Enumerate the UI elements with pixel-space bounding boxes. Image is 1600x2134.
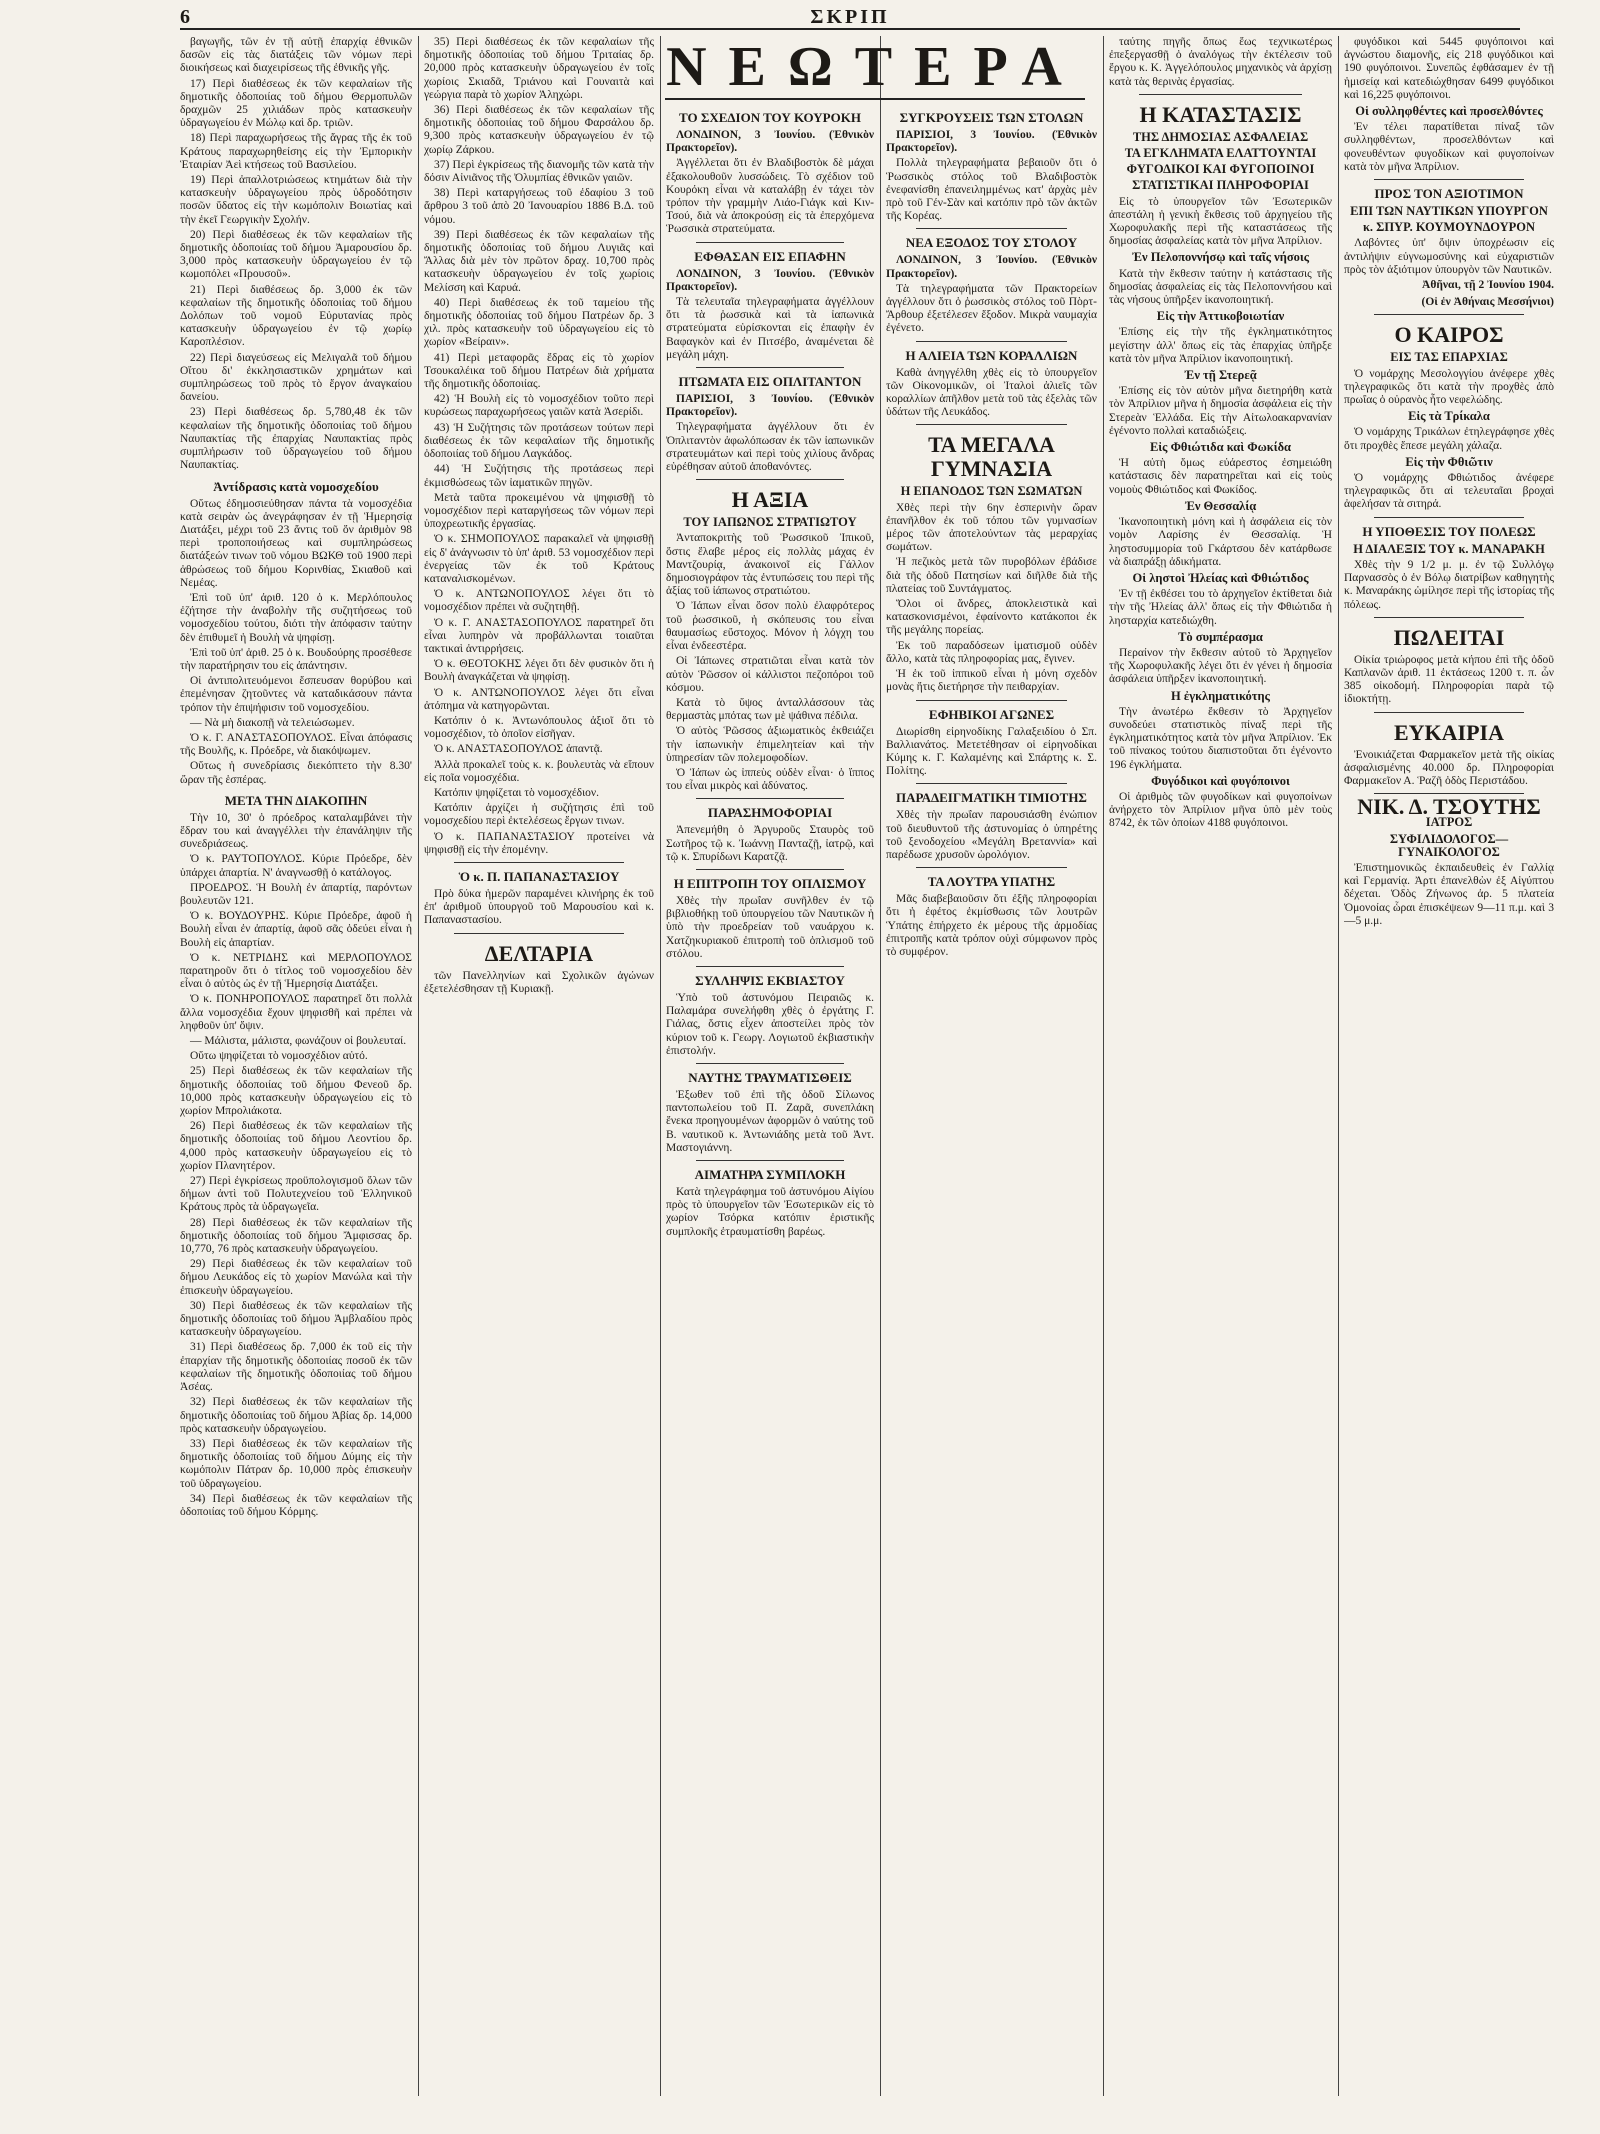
article-paragraph: Ὁ νομάρχης Τρικάλων ἐτηλεγράφησε χθὲς ὅτι προχθὲς ἔπεσε μεγάλη χάλαζα. [1344, 426, 1554, 452]
article-paragraph: Μᾶς διαβεβαιοῦσιν ὅτι ἐξῆς πληροφορίαι ὅτι ἡ ἐφέτος ἐκμίσθωσις τῶν λουτρῶν Ὑπάτης ἐπήρχετο ἐκ μέρους τῆς ἀρμοδίας ἐπιτροπῆς κατὰ τρόπον οὐχὶ σύμφωνον πρὸς τὸ συμφέρον. [886, 893, 1097, 958]
article-heading: ΑΙΜΑΤΗΡΑ ΣΥΜΠΛΟΚΗ [694, 1166, 846, 1182]
article-paragraph: Ἐπίσης εἰς τὸν αὐτὸν μῆνα διετηρήθη κατὰ τὸν Ἀπρίλιον μῆνα ἡ δημοσία ἀσφάλεια εἰς τὴν Στερεὰν Ἑλλάδα. Εἰς τὴν Αἰτωλοακαρνανίαν ἐγένοντο πολλαὶ καταδιώξεις. [1109, 385, 1332, 437]
article-heading: ΤΟ ΣΧΕΔΙΟΝ ΤΟΥ ΚΟΥΡΟΚΗ [679, 110, 861, 125]
article-paragraph: Κατὰ τηλεγράφημα τοῦ ἀστυνόμου Αἰγίου πρὸς τὸ ὑπουργεῖον τῶν Ἐσωτερικῶν εἰς τὸ χωρίον Τσόρκα κατόπιν ἐριστικῆς συμπλοκῆς ἐτραυματίσθη βαρέως. [666, 1185, 874, 1238]
divider [916, 424, 1067, 425]
article-paragraph: Ὁ κ. ΣΗΜΟΠΟΥΛΟΣ παρακαλεῖ νὰ ψηφισθῇ εἰς δ' ἀνάγνωσιν τὸ ὑπ' ἀριθ. 53 νομοσχέδιον περὶ ἐνεργείας τῶν ἐκ τοῦ Κράτους καταναλισκομένων. [424, 533, 654, 585]
article-paragraph: Κατὰ τὸ ὕψος ἀνταλλάσσουν τὰς θερμαστὰς μπότας των μὲ ψάθινα πέδιλα. [666, 696, 874, 723]
article-subheading: Η ἐγκληματικότης [1171, 688, 1270, 703]
article-paragraph: Ὁ κ. Γ. ΑΝΑΣΤΑΣΟΠΟΥΛΟΣ παρατηρεῖ ὅτι εἶναι λυπηρὸν νὰ προβάλλωνται τοιαῦται τακτικαὶ ἀντιρρήσεις. [424, 616, 654, 655]
article-paragraph: 17) Περὶ διαθέσεως ἐκ τῶν κεφαλαίων τῆς δημοτικῆς ὁδοποιίας τοῦ δήμου Θερμοπυλῶν δραχμῶν 25 χιλιάδων πρὸς κατασκευὴν ὑδραγωγείου ἐν Μώλῳ καὶ δρ. τριῶν. [180, 77, 412, 130]
article-paragraph: Ὁ κ. Γ. ΑΝΑΣΤΑΣΟΠΟΥΛΟΣ. Εἶναι ἀπόφασις τῆς Βουλῆς, κ. Πρόεδρε, νὰ διακόψωμεν. [180, 731, 412, 758]
article-paragraph: Κατὰ τὴν ἔκθεσιν ταύτην ἡ κατάστασις τῆς δημοσίας ἀσφαλείας εἰς τὰς Πελοποννήσου καὶ τὰς νήσους ὑπῆρξεν ἱκανοποιητική. [1109, 267, 1332, 307]
article-subheading: ΤΑ ΕΓΚΛΗΜΑΤΑ ΕΛΑΤΤΟΥΝΤΑΙ [1124, 146, 1317, 161]
article-subheading: Οἱ συλληφθέντες καὶ προσελθόντες [1355, 104, 1543, 119]
article-paragraph: Ἀνταποκριτὴς τοῦ Ῥωσσικοῦ Ἰπικοῦ, ὅστις ἔλαβε μέρος εἰς πολλὰς μάχας ἐν Μαντζουρίᾳ, ἀνακοινοῖ εἰς Γάλλον δημοσιογράφον τὰς ἐντυπώσεις του περὶ τῆς ἀξίας τοῦ ἰάπωνος στρατιώτου. [666, 532, 874, 598]
article-paragraph: Οὕτως ἐδημοσιεύθησαν πάντα τὰ νομοσχέδια κατὰ σειρὰν ὡς ἀνεγράφησαν ἐν τῇ Ἡμερησίᾳ Διατάξει, μέχρι τοῦ 23 ἄντις τοῦ ὅν ἀριθμὸν 98 περὶ τροποποιήσεως καὶ συμπληρώσεως διατάξεών τινων τοῦ νόμου ΒΩΚΘ τοῦ 1900 περὶ ἀθρώσεως τοῦ δήμου Κορινθίας, Σκιαθοῦ καὶ Νεμέας. [180, 497, 412, 589]
column-rule [660, 36, 661, 2096]
article-paragraph: — Νὰ μὴ διακοπῇ νὰ τελειώσωμεν. [190, 716, 355, 729]
article-subheading: Εἰς τὴν Ἀττικοβοιωτίαν [1156, 309, 1285, 324]
article-subheading: Ἐν Πελοποννήσῳ καὶ ταῖς νήσοις [1131, 250, 1310, 265]
article-paragraph: Οἱ ἀριθμὸς τῶν φυγοδίκων καὶ φυγοποίνων ἀνήρχετο τὸν Ἀπρίλιον μῆνα ὑπὸ μὲν τοὺς 8742, ἐκ τῶν ὁποίων 4188 φυγόποινοι. [1109, 790, 1332, 830]
article-paragraph: Ἐπίσης εἰς τὴν τῆς ἐγκληματικότητος μεγίστην ἀλλ' ὅπως εἰς τὰς ἐπαρχίας ὑπῆρξε κατὰ τὸν μῆνα Ἀπρίλιον ἱκανοποιητική. [1109, 326, 1332, 365]
article-heading: Η ΥΠΟΘΕΣΙΣ ΤΟΥ ΠΟΛΕΩΣ [1362, 523, 1536, 539]
article-paragraph: Κατόπιν ἀρχίζει ἡ συζήτησις ἐπὶ τοῦ νομοσχεδίου περὶ ἐκτελέσεως ἔργων τινων. [424, 802, 654, 828]
article-paragraph: Καθὰ ἀνηγγέλθη χθὲς εἰς τὸ ὑπουργεῖον τῶν Οἰκονομικῶν, οἱ Ἰταλοὶ ἁλιεῖς τῶν κοραλλίων ἀπῆλθον μετὰ τοῦ τὰς ἐξελὰς τῶν ὑδάτων τῆς Λευκάδος. [886, 366, 1097, 419]
article-heading: ΣΥΓΚΡΟΥΣΕΙΣ ΤΩΝ ΣΤΟΛΩΝ [899, 110, 1084, 125]
article-subheading: Εἰς τὰ Τρίκαλα [1408, 409, 1490, 424]
article-paragraph: 18) Περὶ παραχωρήσεως τῆς ἄγρας τῆς ἐκ τοῦ Κράτους παραχωρηθείσης εἰς τὴν Ἐμπορικὴν Ἑταιρίαν Ἀεὶ κτήσεως τοῦ Βασιλείου. [180, 132, 412, 171]
divider [696, 1160, 844, 1161]
article-paragraph: Ὁ κ. ΡΑΥΤΟΠΟΥΛΟΣ. Κύριε Πρόεδρε, δὲν ὑπάρχει ἀπαρτία. Ν' ἀναγνωσθῇ ὁ κατάλογος. [180, 853, 412, 879]
signature: (Οἱ ἐν Ἀθήναις Μεσσήνιοι) [1421, 296, 1554, 309]
article-paragraph: Ὁ κ. ΠΟΝΗΡΟΠΟΥΛΟΣ παρατηρεῖ ὅτι πολλὰ ἄλλα νομοσχέδια ἔχουν ψηφισθῆ καὶ πρέπει νὰ ληφθοῦν ὑπ' ὄψιν. [180, 993, 412, 1032]
column-rule [880, 36, 881, 2096]
article-paragraph: Ὁ κ. ΑΝΤΩΝΟΠΟΥΛΟΣ λέγει ὅτι τὸ νομοσχέδιον πρέπει νὰ συζητηθῇ. [424, 588, 654, 614]
column-2 [424, 36, 654, 2096]
article-paragraph: Διωρίσθη εἰρηνοδίκης Γαλαξειδίου ὁ Σπ. Βαλλιανάτος. Μετετέθησαν οἱ εἰρηνοδίκαι Κύμης κ. Γ. Καλαμένης καὶ Σπάρτης κ. Σ. Πολίτης. [886, 725, 1097, 778]
article-paragraph: Περαίνον τὴν ἔκθεσιν αὐτοῦ τὸ Ἀρχηγεῖον τῆς Χωροφυλακῆς λέγει ὅτι ἐν γένει ἡ δημοσία ἀσφάλεια ὑπῆρξεν ἱκανοποιητική. [1109, 646, 1332, 686]
article-heading: Η ΑΞΙΑ [731, 487, 809, 513]
article-paragraph: Ὁ κ. ΑΝΑΣΤΑΣΟΠΟΥΛΟΣ ἀπαντᾷ. [434, 743, 603, 756]
article-paragraph: Ὁ κ. ΒΟΥΔΟΥΡΗΣ. Κύριε Πρόεδρε, ἀφοῦ ἡ Βουλὴ εἶναι ἐν ἀπαρτίᾳ, ἀφοῦ σᾶς ὁδεύει εἶναι ἡ Βουλὴ εἰς ἀπαρτίαν. [180, 910, 412, 949]
divider [1374, 617, 1524, 618]
article-paragraph: Εἰς τὸ ὑπουργεῖον τῶν Ἐσωτερικῶν ἀπεστάλη ἡ γενικὴ ἔκθεσις τοῦ ἀρχηγείου τῆς Χωροφυλακῆς περὶ τῆς καταστάσεως τῆς δημοσίας ἀσφαλείας κατὰ τὸν μῆνα Ἀπρίλιον. [1109, 195, 1332, 248]
column-rule [1103, 36, 1104, 2096]
article-paragraph: — Μάλιστα, μάλιστα, φωνάζουν οἱ βουλευταί. [190, 1035, 407, 1048]
article-heading: Η ΕΠΙΤΡΟΠΗ ΤΟΥ ΟΠΛΙΣΜΟΥ [673, 875, 867, 891]
article-paragraph: 33) Περὶ διαθέσεως ἐκ τῶν κεφαλαίων τῆς δημοτικῆς ὁδοποιίας τοῦ δήμου Δύμης εἰς τὴν κωμόπολιν Πάτραν δρ. 10,000 πρὸς ἐπισκευὴν τοῦ ὑδραγωγείου. [180, 1437, 412, 1490]
section-heading: ΜΕΤΑ ΤΗΝ ΔΙΑΚΟΠΗΝ [224, 792, 368, 808]
article-paragraph: Ὁ κ. ΑΝΤΩΝΟΠΟΥΛΟΣ λέγει ὅτι εἶναι ἀτόπημα νὰ κατηγορῶνται. [424, 686, 654, 712]
article-heading: ΣΥΛΛΗΨΙΣ ΕΚΒΙΑΣΤΟΥ [695, 972, 845, 988]
article-subheading: ΕΠΙ ΤΩΝ ΝΑΥΤΙΚΩΝ ΥΠΟΥΡΓΟΝ [1350, 204, 1548, 219]
newspaper-name: ΣΚΡΙΠ [810, 6, 890, 28]
article-heading: Η ΚΑΤΑΣΤΑΣΙΣ [1139, 101, 1302, 127]
dateline: Ἀθῆναι, τῇ 2 Ἰουνίου 1904. [1422, 279, 1554, 292]
article-paragraph: 44) Ἡ Συζήτησις τῆς προτάσεως περὶ ἐκμισθώσεως τῶν ἰαματικῶν πηγῶν. [424, 463, 654, 489]
divider [1374, 712, 1524, 713]
article-paragraph: βαγωγῆς, τῶν ἐν τῇ αὐτῇ ἐπαρχίᾳ ἐθνικῶν δασῶν εἰς τὰς διατάξεις τῶν νόμων περὶ διοικήσεως καὶ διαχειρίσεως τῆς ἐθνικῆς γῆς. [180, 36, 412, 75]
article-paragraph: 34) Περὶ διαθέσεως ἐκ τῶν κεφαλαίων τῆς ὁδοποιίας τοῦ δήμου Κόρμης. [180, 1492, 412, 1518]
article-paragraph: Ἐνοικιάζεται Φαρμακεῖον μετὰ τῆς οἰκίας ἀσφαλισμένης 40.000 δρ. Πληροφορίαι Φαρμακεῖον Α. Ῥαζῆ ὁδὸς Περιστάδου. [1344, 748, 1554, 787]
page-number: 6 [180, 6, 190, 28]
article-paragraph: Ἱκανοποιητικὴ μόνη καὶ ἡ ἀσφάλεια εἰς τὸν νομὸν Λαρίσης ἐν Θεσσαλίᾳ. Ἡ ληστοσυμμορία τοῦ Γκάρτσου δὲν κατάρθωσε νὰ διαπράξῃ ἀδικήματα. [1109, 516, 1332, 568]
article-subheading: ΤΟΥ ΙΑΠΩΝΟΣ ΣΤΡΑΤΙΩΤΟΥ [683, 515, 857, 530]
column-3 [666, 104, 874, 2094]
dateline: ΠΑΡΙΣΙΟΙ, 3 Ἰουνίου. (Ἐθνικὸν Πρακτορεῖον). [666, 393, 874, 419]
dateline: ΛΟΝΔΙΝΟΝ, 3 Ἰουνίου. (Ἐθνικὸν Πρακτορεῖον). [886, 254, 1097, 280]
article-subheading: Η ΕΠΑΝΟΔΟΣ ΤΩΝ ΣΩΜΑΤΩΝ [900, 484, 1083, 499]
article-paragraph: Πολλὰ τηλεγραφήματα βεβαιοῦν ὅτι ὁ Ῥωσσικὸς στόλος τοῦ Βλαδιβοστὸκ ἐνεφανίσθη ἐπανειλημμένως κατ' ἀρχὰς μὲν πρὸ τοῦ Γέν-Σὰν καὶ κατόπιν πρὸ τῶν ἀκτῶν τῆς Κορέας. [886, 157, 1097, 223]
article-heading: ΠΑΡΑΔΕΙΓΜΑΤΙΚΗ ΤΙΜΙΟΤΗΣ [896, 790, 1087, 806]
article-paragraph: 26) Περὶ διαθέσεως ἐκ τῶν κεφαλαίων τῆς δημοτικῆς ὁδοποιίας τοῦ δήμου Λεοντίου δρ. 4,000 πρὸς κατασκευὴν ὑδραγωγείου εἰς τὸ χωρίον Πλανητέρον. [180, 1120, 412, 1172]
article-subheading: Η ΔΙΑΛΕΞΙΣ ΤΟΥ κ. ΜΑΝΑΡΑΚΗ [1353, 541, 1545, 556]
article-paragraph: 42) Ἡ Βουλὴ εἰς τὸ νομοσχέδιον τοῦτο περὶ κυρώσεως παραχωρήσεως γαιῶν κατὰ Ἀσερίδι. [424, 393, 654, 419]
section-title: ΝΕΩΤΕΡΑ [666, 36, 1084, 98]
article-subheading: Φυγόδικοι καὶ φυγόποινοι [1151, 773, 1290, 788]
article-paragraph: Ὅλοι οἱ ἄνδρες, ἀποκλειστικὰ καὶ κατασκονισμένοι, ἐφαίνοντο κατάκοποι ἐκ τῆς μεγάλης πορείας. [886, 598, 1097, 637]
dateline: ΛΟΝΔΙΝΟΝ, 3 Ἰουνίου. (Ἐθνικὸν Πρακτορεῖον). [666, 267, 874, 293]
column-4 [886, 104, 1097, 2094]
article-paragraph: Τὴν ἀνωτέρω ἔκθεσιν τὸ Ἀρχηγεῖον συνοδεύει στατιστικὸς πίναξ περὶ τῆς ἐγκληματικότητος κατὰ τὸν μῆνα Ἀπρίλιον. Ἐκ τοῦ πίνακος τούτου διαπιστοῦται ὅτι ἐγένοντο 196 ἐγκλήματα. [1109, 705, 1332, 771]
article-subheading: Ἐν Θεσσαλίᾳ [1184, 498, 1257, 513]
article-paragraph: Ἀπενεμήθη ὁ Ἀργυροῦς Σταυρὸς τοῦ Σωτῆρος τῷ κ. Ἰωάννῃ Πανταζῇ, ἰατρῷ, καὶ τῷ κ. Σπυρίδωνι Καρατζᾷ. [666, 824, 874, 863]
article-heading: ΝΑΥΤΗΣ ΤΡΑΥΜΑΤΙΣΘΕΙΣ [688, 1069, 852, 1085]
article-paragraph: Λαβόντες ὑπ' ὄψιν ὑποχρέωσιν εἰς ἀντιλήψιν εὐγνωμοσύνης καὶ εὐχαριστιῶν πρὸς τὸν ἀξιότιμον ὑπουργὸν τῶν Ναυτικῶν. [1344, 237, 1554, 276]
article-paragraph: Ἐπὶ τοῦ ὑπ' ἀριθ. 25 ὁ κ. Βουδούρης προσέθεσε τὴν παρατήρησιν του εἰς ἀπάντησιν. [180, 646, 412, 672]
article-paragraph: 22) Περὶ διαγεύσεως εἰς Μελιγαλᾶ τοῦ δήμου Οἴτου δι' ἐκκλησιαστικῶν χρημάτων καὶ συμπληρώσεως τοῦ πρὸς τὸ ἔργον ἀναγκαίου δανείου. [180, 351, 412, 404]
article-paragraph: ΠΡΟΕΔΡΟΣ. Ἡ Βουλὴ ἐν ἀπαρτίᾳ, παρόντων βουλευτῶν 121. [180, 881, 412, 907]
divider [1139, 94, 1302, 95]
article-paragraph: 39) Περὶ διαθέσεως ἐκ τῶν κεφαλαίων τῆς δημοτικῆς ὁδοποιίας τοῦ δήμου Λυγιᾶς καὶ Ἄλλας διὰ μὲν τὸν πρῶτον δραχ. 10,700 πρὸς κατασκευὴν ὑδραγωγείου ἐν τοῖς χωρίοις Μελίσση καὶ Καρυά. [424, 228, 654, 294]
divider [696, 479, 844, 480]
article-paragraph: 36) Περὶ διαθέσεως ἐκ τῶν κεφαλαίων τῆς δημοτικῆς ὁδοποιίας τοῦ δήμου Φαρσάλου δρ. 9,300 πρὸς κατασκευὴν ὑδραγωγείου ἐν τῷ χωρίῳ Ζάρκου. [424, 104, 654, 156]
article-subheading: ΕΙΣ ΤΑΣ ΕΠΑΡΧΙΑΣ [1390, 350, 1508, 365]
article-paragraph: Τὰ τελευταῖα τηλεγραφήματα ἀγγέλλουν ὅτι τὰ ῥωσσικὰ καὶ τὰ ἰαπωνικὰ στρατεύματα εὑρίσκονται εἰς ἐπαφὴν ἐν Βαφαγκὸν καὶ ἐν Πιτσέβο, ἀναμένεται δὲ μεγάλη μάχη. [666, 296, 874, 361]
divider [696, 242, 844, 243]
article-subheading: κ. ΣΠΥΡ. ΚΟΥΜΟΥΝΔΟΥΡΟΝ [1362, 220, 1536, 235]
divider [916, 867, 1067, 868]
article-subheading: Εἰς τὴν Φθιῶτιν [1405, 454, 1493, 469]
column-rule [1338, 36, 1339, 2096]
divider [696, 798, 844, 799]
article-paragraph: Τηλεγραφήματα ἀγγέλλουν ὅτι ἐν Ὀπλιταντὸν ἀφωλόπωσαν ἐκ τῶν ἰαπωνικῶν στρατευμάτων καὶ περὶ τοὺς χιλίους ἄνδρας εὑρέθησαν αὐτοῦ ἀποθανόντες. [666, 421, 874, 474]
divider [1374, 314, 1524, 315]
article-paragraph: Ἀγγέλλεται ὅτι ἐν Βλαδιβοστὸκ δὲ μάχαι ἐξακολουθοῦν λυσσώδεις. Τὸ σχέδιον τοῦ Κουρόκη εἶναι νὰ καταλάβῃ ἐν τάχει τὸν τρόπον τὴν γραμμὴν Λιάο-Γιάγκ καὶ Κιν-Τσού, διὰ νὰ ἀποκρούσῃ εἰς τὰ ἐπερχόμενα Ῥωσσικὰ στρατεύματα. [666, 157, 874, 236]
article-paragraph: 32) Περὶ διαθέσεως ἐκ τῶν κεφαλαίων τῆς δημοτικῆς ὁδοποιίας τοῦ δήμου Ἀβίας δρ. 14,000 πρὸς κατασκευὴν ὑδραγωγείου. [180, 1396, 412, 1435]
article-heading: ΕΥΚΑΙΡΙΑ [1393, 719, 1504, 745]
article-paragraph: Ἐκ τοῦ παραδόσεων ἱματισμοῦ οὐδὲν ἄλλο, κατὰ τὰς πληροφορίας μας, ἔγινεν. [886, 639, 1097, 665]
article-paragraph: Ὁ Ἰάπων εἶναι ὅσον πολὺ ἐλαφρότερος τοῦ ῥωσσικοῦ, ἡ σκόπευσις του εἶναι θαυμασίως εὔστοχος. Μόνον ἡ λόγχη του εἶναι ἐνδεεστέρα. [666, 600, 874, 653]
article-paragraph: Ἐξωθεν τοῦ ἐπὶ τῆς ὁδοῦ Σίλωνος παντοπωλείου τοῦ Π. Ζαρᾶ, συνεπλάκη ἕνεκα προηγουμένων ἀφορμῶν ὁ ναύτης τοῦ Β. ναυτικοῦ κ. Ἀντωνιάδης μετὰ τοῦ Ἀντ. Μαστογιάννη. [666, 1088, 874, 1154]
article-paragraph: 29) Περὶ διαθέσεως ἐκ τῶν κεφαλαίων τοῦ δήμου Λευκάδος εἰς τὸ χωρίον Μανώλα καὶ τὴν ἐπισκευὴν ὑδραγωγείου. [180, 1258, 412, 1297]
article-paragraph: Χθὲς τὴν 9 1/2 μ. μ. ἐν τῷ Συλλόγῳ Παρνασσὸς ὁ ἐν Βόλῳ διατρίβων καθηγητὴς κ. Μαναράκης ὡμίλησε περὶ τῆς ἱστορίας τῆς πόλεως. [1344, 558, 1554, 611]
article-paragraph: 27) Περὶ ἐγκρίσεως προϋπολογισμοῦ ὅλων τῶν δήμων ἀντὶ τοῦ Πολυτεχνείου τοῦ Ἑλληνικοῦ Κράτους πρὸς τὰ ὑδραγωγεῖα. [180, 1175, 412, 1214]
article-paragraph: Ἐν τῇ ἐκθέσει του τὸ ἀρχηγεῖον ἐκτίθεται διὰ τὴν τῆς Ἠλείας ἀλλ' ὅπως εἰς τὴν Φθιώτιδα ἡ λησταρχία κατεδιώχθη. [1109, 588, 1332, 627]
article-heading: ΤΑ ΛΟΥΤΡΑ ΥΠΑΤΗΣ [927, 874, 1056, 890]
article-paragraph: 37) Περὶ ἐγκρίσεως τῆς διανομῆς τῶν κατὰ τὴν δόσιν Αἰνιᾶνος τῆς Ὀλυμπίας ἐθνικῶν γαιῶν. [424, 158, 654, 185]
article-paragraph: 43) Ἡ Συζήτησις τῶν προτάσεων τούτων περὶ διαθέσεως ἐκ τῶν κεφαλαίων τῆς δημοτικῆς ὁδοποιίας τοῦ δήμου Λαγκάδος. [424, 421, 654, 461]
article-heading: ΠΩΛΕΙΤΑΙ [1393, 624, 1505, 650]
section-heading: ΔΕΛΤΑΡΙΑ [484, 940, 594, 966]
article-subheading: Τὸ συμπέρασμα [1178, 629, 1263, 644]
article-heading: Ο ΚΑΙΡΟΣ [1394, 322, 1504, 348]
advertiser-name: ΝΙΚ. Δ. ΤΣΟΥΤΗΣ [1357, 794, 1541, 820]
article-paragraph: Ὁ κ. ΘΕΟΤΟΚΗΣ λέγει ὅτι δὲν φυσικὸν ὅτι ἡ Βουλὴ ἀναγκάζεται νὰ ψηφίσῃ. [424, 658, 654, 684]
divider [1374, 517, 1524, 518]
divider [696, 367, 844, 368]
article-paragraph: 21) Περὶ διαθέσεως δρ. 3,000 ἐκ τῶν κεφαλαίων τῆς δημοτικῆς ὁδοποιίας τοῦ δήμου Δολόπων τοῦ νομοῦ Εὐρυτανίας πρὸς κατασκευὴν ὑδραγωγείου ἐν τῷ χωρίῳ Καροπλέσιον. [180, 283, 412, 349]
article-subheading: ΦΥΓΟΔΙΚΟΙ ΚΑΙ ΦΥΓΟΠΟΙΝΟΙ [1126, 162, 1315, 177]
article-paragraph: Οὕτως ἡ συνεδρίασις διεκόπτετο τὴν 8.30' ὥραν τῆς ἑσπέρας. [180, 760, 412, 786]
divider [916, 228, 1067, 229]
article-paragraph: Μετὰ ταῦτα προκειμένου νὰ ψηφισθῇ τὸ νομοσχέδιον περὶ καταργήσεως τῶν νόμων περὶ ὑποχρεωτικῆς ἐργασίας. [424, 491, 654, 531]
divider [454, 933, 624, 934]
article-paragraph: 35) Περὶ διαθέσεως ἐκ τῶν κεφαλαίων τῆς δημοτικῆς ὁδοποιίας τοῦ δήμου Τριταίας δρ. 20,000 πρὸς κατασκευὴν ὑδραγωγείου ἐν τοῖς χωρίοις Σκιαδᾶ, Τριάνου καὶ Γουναιτὰ καὶ γεώργια παρὰ τὸ χωρίον Ἀληχώρι. [424, 36, 654, 101]
article-heading: ΠΤΩΜΑΤΑ ΕΙΣ ΟΠΛΙΤΑΝΤΟΝ [678, 374, 862, 390]
article-paragraph: 23) Περὶ διαθέσεως δρ. 5,780,48 ἐκ τῶν κεφαλαίων τῆς δημοτικῆς ὁδοποιίας τοῦ δήμου Ναυπακτίας τῆς ἐπαρχίας Ναυπακτίας πρὸς συμπλήρωσιν τοῦ ὑδραγωγείου τοῦ δήμου Ναυπακτίας. [180, 406, 412, 472]
article-paragraph: Τὰ τηλεγραφήματα τῶν Πρακτορείων ἀγγέλλουν ὅτι ὁ ῥωσσικὸς στόλος τοῦ Πὸρτ-Ἄρθουρ ἐξετέλεσεν ἔξοδον. Μικρὰ ναυμαχία ἐγένετο. [886, 282, 1097, 335]
article-heading: ΝΕΑ ΕΞΟΔΟΣ ΤΟΥ ΣΤΟΛΟΥ [905, 235, 1078, 251]
article-subheading: ΤΗΣ ΔΗΜΟΣΙΑΣ ΑΣΦΑΛΕΙΑΣ [1132, 129, 1309, 144]
article-paragraph: Ὑπὸ τοῦ ἀστυνόμου Πειραιῶς κ. Παλαμάρα συνελήφθη χθὲς ὁ ἐργάτης Γ. Γιάλας, ὅστις εἶχεν ἀποστείλει πρὸς τὸν κύριον τοῦ κ. Γεωργ. Λογιωτοῦ ἐκβιαστικὴν ἐπιστολήν. [666, 991, 874, 1057]
article-paragraph: 40) Περὶ διαθέσεως ἐκ τοῦ ταμείου τῆς δημοτικῆς ὁδοποιίας τοῦ δήμου Πατρέων δρ. 3 χιλ. πρὸς κατασκευὴν τοῦ ὑδραγωγείου εἰς τὸ χωρίον «Βείραιν». [424, 296, 654, 349]
article-paragraph: Ἐν τέλει παρατίθεται πίναξ τῶν συλληφθέντων, προσελθόντων καὶ φονευθέντων φυγοδίκων καὶ φυγοποίνων κατὰ τὸν μῆνα Ἀπρίλιον. [1344, 121, 1554, 173]
column-1 [180, 36, 412, 2096]
article-subheading: Εἰς Φθιώτιδα καὶ Φωκίδα [1149, 440, 1292, 455]
article-paragraph: 19) Περὶ ἀπαλλοτριώσεως κτημάτων διὰ τὴν κατασκευὴν ὑδραγωγείου πρὸς ὑδροδότησιν ποσῶν ὕδατος εἰς τὴν κωμόπολιν Βοιωτίας καὶ τὴν ἐκεῖ Γεωργικὴν Σχολήν. [180, 174, 412, 226]
article-paragraph: 38) Περὶ καταργήσεως τοῦ ἐδαφίου 3 τοῦ ἄρθρου 3 τοῦ ἀπὸ 20 Ἰανουαρίου 1886 Β.Δ. τοῦ νόμου. [424, 187, 654, 226]
divider [916, 783, 1067, 784]
article-heading: ΠΡΟΣ ΤΟΝ ΑΞΙΟΤΙΜΟΝ [1374, 186, 1524, 202]
article-paragraph: Ὁ Ἰάπων ὡς ἱππεὺς οὐδὲν εἶναι· ὁ ἵππος του εἶναι μικρὸς καὶ ἀδύνατος. [666, 766, 874, 793]
article-paragraph: Ἡ πεζικὸς μετὰ τῶν πυροβόλων ἐβάδισε διὰ τῆς ὁδοῦ Πατησίων καὶ διῆλθε διὰ τῆς πλατείας τοῦ Συντάγματος. [886, 556, 1097, 595]
article-paragraph: Ἀλλὰ προκαλεῖ τοὺς κ. κ. βουλευτὰς νὰ εἴπουν εἰς ποῖα νομοσχέδια. [424, 758, 654, 784]
article-paragraph: τῶν Πανελληνίων καὶ Σχολικῶν ἀγώνων ἐξετελέσθησαν τῇ Κυριακῇ. [424, 969, 654, 995]
article-paragraph: Κατόπιν ψηφίζεται τὸ νομοσχέδιον. [434, 786, 599, 799]
article-heading: Η ΑΛΙΕΙΑ ΤΩΝ ΚΟΡΑΛΛΙΩΝ [905, 347, 1078, 363]
article-heading: ΤΑ ΜΕΓΑΛΑ ΓΥΜΝΑΣΙΑ [928, 432, 1055, 482]
article-paragraph: Ὁ αὐτὸς Ῥῶσσος ἀξιωματικὸς ἐκθειάζει τὴν ἰαπωνικὴν ἐπιμελητείαν καὶ τὴν ὑπηρεσίαν τῶν πολεμοφοδίων. [666, 725, 874, 764]
divider [1374, 179, 1524, 180]
article-paragraph: Ἡ αὐτὴ ὅμως εὐάρεστος ἐσημειώθη κατάστασις δὲν παρατηρεῖται καὶ εἰς τοὺς νομοὺς Φθιώτιδος καὶ Φωκίδος. [1109, 457, 1332, 496]
section-heading: Ὁ κ. Π. ΠΑΠΑΝΑΣΤΑΣΙΟΥ [458, 868, 620, 884]
article-paragraph: 41) Περὶ μεταφορᾶς ἕδρας εἰς τὸ χωρίον Τσουκαλέικα τοῦ δήμου Πατρέων διὰ χρήματα τῆς δημοτικῆς ὁδοποιίας. [424, 351, 654, 391]
article-heading: ΕΦΘΑΣΑΝ ΕΙΣ ΕΠΑΦΗΝ [694, 248, 846, 264]
article-paragraph: φυγόδικοι καὶ 5445 φυγόποινοι καὶ ἀγνώστου διαμονῆς, εἰς 218 φυγόδικοι καὶ 190 φυγόποινοι. Συνεπῶς ἐφθάσαμεν ἐν τῇ ἡμισείᾳ καὶ κατεδιώχθησαν 6499 φυγόδικοι καὶ 16,225 φυγόποινοι. [1344, 36, 1554, 101]
article-paragraph: Οἱ Ἰάπωνες στρατιῶται εἶναι κατὰ τὸν αὐτὸν Ῥῶσσον οἱ κάλλιστοι πεζοπόροι τοῦ κόσμου. [666, 655, 874, 694]
article-subheading: ΣΤΑΤΙΣΤΙΚΑΙ ΠΛΗΡΟΦΟΡΙΑΙ [1132, 178, 1309, 193]
column-rule [418, 36, 419, 2096]
article-paragraph: Οἰκία τριώροφος μετὰ κήπου ἐπὶ τῆς ὁδοῦ Καπλανῶν ἀριθ. 11 ἐκτάσεως 1200 τ. π. ὧν 385 οἰκοδομή. Πληροφορίαι παρὰ τῷ ἰδιοκτήτῃ. [1344, 653, 1554, 706]
column-6 [1344, 36, 1554, 2096]
article-paragraph: 20) Περὶ διαθέσεως ἐκ τῶν κεφαλαίων τῆς δημοτικῆς ὁδοποιίας τοῦ δήμου Ἀμαρουσίου δρ. 3,000 πρὸς κατασκευὴν ὑδραγωγείου ἐν τῷ κωμοπόλει «Προυσοῦ». [180, 228, 412, 281]
article-paragraph: Τὴν 10, 30' ὁ πρόεδρος καταλαμβάνει τὴν ἕδραν του καὶ ἀναγγέλλει τὴν ἐπανάληψιν τῆς συνεδριάσεως. [180, 811, 412, 851]
article-paragraph: Χθὲς τὴν πρωΐαν συνῆλθεν ἐν τῷ βιβλιοθήκῃ τοῦ ὑπουργείου τῶν Ναυτικῶν ἡ ὑπὸ τὴν προεδρείαν τοῦ ναυάρχου κ. Χατζηκυριακοῦ ἐπιτροπὴ τοῦ ὁπλισμοῦ τοῦ στόλου. [666, 894, 874, 960]
article-paragraph: Ἐπιστημονικῶς ἐκπαιδευθεὶς ἐν Γαλλίᾳ καὶ Γερμανίᾳ. Ἀρτι ἐπανελθὼν ἐξ Αἰγύπτου δέχεται. Ὁδὸς Ζήνωνος ἀρ. 5 πλατεία Ὁμονοίας ὧραι ἐπισκέψεων 9—11 π.μ. καὶ 3—5 μ.μ. [1344, 861, 1554, 927]
divider [454, 862, 624, 863]
article-paragraph: Οὕτω ψηφίζεται τὸ νομοσχέδιον αὐτό. [190, 1050, 368, 1063]
article-paragraph: Ὁ κ. ΠΑΠΑΝΑΣΤΑΣΙΟΥ προτείνει νὰ ψηφισθῇ εἰς τὴν ἐπομένην. [424, 830, 654, 856]
divider [916, 341, 1067, 342]
article-paragraph: Χθὲς τὴν πρωΐαν παρουσιάσθη ἐνώπιον τοῦ διευθυντοῦ τῆς ἀστυνομίας ὁ ὑπηρέτης τοῦ ξενοδοχείου «Μεγάλη Βρεταννία» καὶ παρέδωσε χρυσοῦν ὡρολόγιον. [886, 809, 1097, 861]
article-paragraph: Οἱ ἀντιπολιτευόμενοι ἔσπευσαν θορύβου καὶ ἐπεμένησαν ζητοῦντες νὰ καταδικάσουν πάντα τρόπον τὴν ἐπιψήφισιν τοῦ νομοσχεδίου. [180, 675, 412, 714]
advertiser-title: ΙΑΤΡΟΣ [1425, 815, 1473, 830]
divider [696, 1063, 844, 1064]
dateline: ΠΑΡΙΣΙΟΙ, 3 Ἰουνίου. (Ἐθνικὸν Πρακτορεῖον). [886, 129, 1097, 155]
article-paragraph: Ἐπὶ τοῦ ὑπ' ἀριθ. 120 ὁ κ. Μερλόπουλος ἐζήτησε τὴν ἀναβολὴν τῆς συζητήσεως τοῦ νομοσχεδίου τούτου, διότι τὴν ἀπόφασιν ταύτην δὲν ἐπιθυμεῖ ἡ Βουλὴ νὰ ψηφίσῃ. [180, 591, 412, 644]
article-paragraph: Χθὲς περὶ τὴν 6ην ἑσπερινὴν ὥραν ἐπανῆλθον ἐκ τοῦ τόπου τῶν γυμνασίων μέρος τῶν ἀποτελούντων τὰς μεραρχίας σωμάτων. [886, 501, 1097, 554]
article-paragraph: Κατόπιν ὁ κ. Ἀντωνόπουλος ἀξιοῖ ὅτι τὸ νομοσχέδιον, τὸ ὁποῖον εἰσῆγαν. [424, 714, 654, 741]
article-paragraph: Πρὸ δύκα ἡμερῶν παραμένει κλινήρης ἐκ τοῦ ἐπ' ἀριθμοῦ ὑπουργοῦ τοῦ Μαρουσίου καὶ κ. Παπαναστασίου. [424, 887, 654, 927]
article-paragraph: ταύτης πηγῆς ὅπως ἕως τεχνικωτέρως ἐπεξεργασθῇ ὁ ἀναλόγως τὴν ἐκτέλεσιν τοῦ ἔργου κ. Κ. Ἀγγελόπουλος μηχανικὸς νὰ ἀρχίσῃ κατὰ τὰς θερινὰς ἐργασίας. [1109, 36, 1332, 88]
article-paragraph: 25) Περὶ διαθέσεως ἐκ τῶν κεφαλαίων τῆς δημοτικῆς ὁδοποιίας τοῦ δήμου Φενεοῦ δρ. 10,000 πρὸς κατασκευὴν ὑδραγωγείου εἰς τὸ χωρίον Μπρολιάκοτα. [180, 1065, 412, 1118]
article-heading: ΕΦΗΒΙΚΟΙ ΑΓΩΝΕΣ [928, 706, 1055, 722]
column-5 [1109, 36, 1332, 2096]
divider [916, 700, 1067, 701]
divider [696, 869, 844, 870]
article-subheading: Οἱ ληστοὶ Ἠλείας καὶ Φθιώτιδος [1132, 570, 1309, 585]
divider [696, 966, 844, 967]
article-paragraph: Ὁ κ. ΝΕΤΡΙΔΗΣ καὶ ΜΕΡΛΟΠΟΥΛΟΣ παρατηροῦν ὅτι ὁ τίτλος τοῦ νομοσχεδίου δὲν εἶναι ὁ αὐτὸς ὡς ἐν τῇ Ἡμερησίᾳ Διατάξει. [180, 951, 412, 991]
article-paragraph: 30) Περὶ διαθέσεως ἐκ τῶν κεφαλαίων τῆς δημοτικῆς ὁδοποιίας τοῦ δήμου Ἀμβλαδίου πρὸς κατασκευὴν ὑδραγωγείου. [180, 1299, 412, 1339]
advertiser-specialty: ΣΥΦΙΛΙΔΟΛΟΓΟΣ—ΓΥΝΑΙΚΟΛΟΓΟΣ [1389, 831, 1509, 859]
article-heading: ΠΑΡΑΣΗΜΟΦΟΡΙΑΙ [707, 805, 833, 821]
article-subheading: Ἐν τῇ Στερεᾷ [1184, 368, 1257, 383]
article-paragraph: 31) Περὶ διαθέσεως δρ. 7,000 ἐκ τοῦ εἰς τὴν ἐπαρχίαν τῆς δημοτικῆς ὁδοποιίας ποσοῦ ἐκ τῶν κεφαλαίων τῆς δημοτικῆς ὁδοποιίας τοῦ δήμου Ἀσέας. [180, 1341, 412, 1394]
dateline: ΛΟΝΔΙΝΟΝ, 3 Ἰουνίου. (Ἐθνικὸν Πρακτορεῖον). [666, 129, 874, 155]
article-paragraph: Ὁ νομάρχης Μεσολογγίου ἀνέφερε χθὲς τηλεγραφικῶς ὅτι κατὰ τὴν προχθὲς ἀπὸ πρωΐας ὁ οὐρανὸς ἦτο νεφελώδης. [1344, 367, 1554, 407]
masthead [180, 6, 1520, 30]
section-heading: Ἀντίδρασις κατὰ νομοσχεδίου [213, 478, 379, 494]
article-paragraph: Ὁ νομάρχης Φθιώτιδος ἀνέφερε τηλεγραφικῶς ὅτι αἱ τελευταῖαι βροχαὶ ἀφελήσαν τὰ σιτηρά. [1344, 472, 1554, 511]
article-paragraph: Ἡ ἐκ τοῦ ἱππικοῦ εἶναι ἡ μόνη σχεδὸν μονὰς ἥτις διετήρησε τὴν πειθαρχίαν. [886, 668, 1097, 694]
article-paragraph: 28) Περὶ διαθέσεως ἐκ τῶν κεφαλαίων τῆς δημοτικῆς ὁδοποιίας τοῦ δήμου Ἄμφισσας δρ. 10,770, 76 πρὸς κατασκευὴν ὑδραγωγείου. [180, 1216, 412, 1256]
